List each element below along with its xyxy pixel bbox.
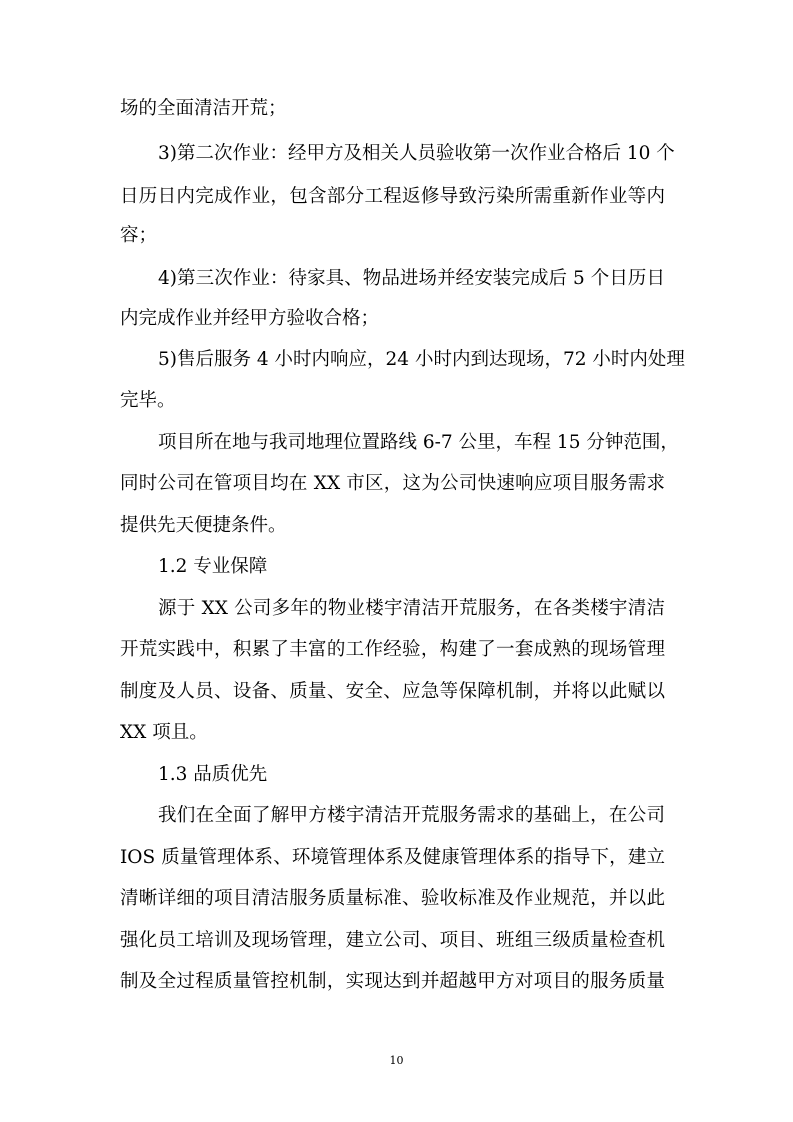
text-line: 完毕。 [120,390,176,411]
text-line: 3)第二次作业：经甲方及相关人员验收第一次作业合格后 10 个 [158,143,675,164]
text-line: 提供先天便捷条件。 [120,515,287,536]
text-line: 制度及人员、设备、质量、安全、应急等保障机制，并将以此赋以 [120,681,665,702]
text-line: 同时公司在管项目均在 XX 市区，这为公司快速响应项目服务需求 [120,473,665,494]
text-line: 我们在全面了解甲方楼宇清洁开荒服务需求的基础上，在公司 [158,805,665,826]
text-line: 内完成作业并经甲方验收合格； [120,308,380,329]
text-line: 5)售后服务 4 小时内响应，24 小时内到达现场，72 小时内处理 [158,349,685,370]
text-line: IOS 质量管理体系、环境管理体系及健康管理体系的指导下，建立 [120,847,665,868]
text-line: 开荒实践中，积累了丰富的工作经验，构建了一套成熟的现场管理 [120,639,665,660]
text-line: 项目所在地与我司地理位置路线 6-7 公里，车程 15 分钟范围， [158,432,679,453]
text-line: XX 项且。 [120,722,208,743]
text-line: 清晰详细的项目清洁服务质量标准、验收标准及作业规范，并以此 [120,888,665,909]
text-line: 日历日内完成作业，包含部分工程返修导致污染所需重新作业等内 [120,186,665,207]
section-heading: 1.2 专业保障 [158,556,268,577]
text-line: 强化员工培训及现场管理，建立公司、项目、班组三级质量检查机 [120,930,665,951]
text-line: 源于 XX 公司多年的物业楼宇清洁开荒服务，在各类楼宇清洁 [158,598,665,619]
page-number: 10 [389,1054,404,1067]
text-line: 制及全过程质量管控机制，实现达到并超越甲方对项目的服务质量 [120,971,665,992]
text-line: 场的全面清洁开荒； [120,98,287,119]
section-heading: 1.3 品质优先 [158,764,268,785]
text-line: 容； [120,225,158,246]
text-line: 4)第三次作业：待家具、物品进场并经安装完成后 5 个日历日 [158,268,665,289]
